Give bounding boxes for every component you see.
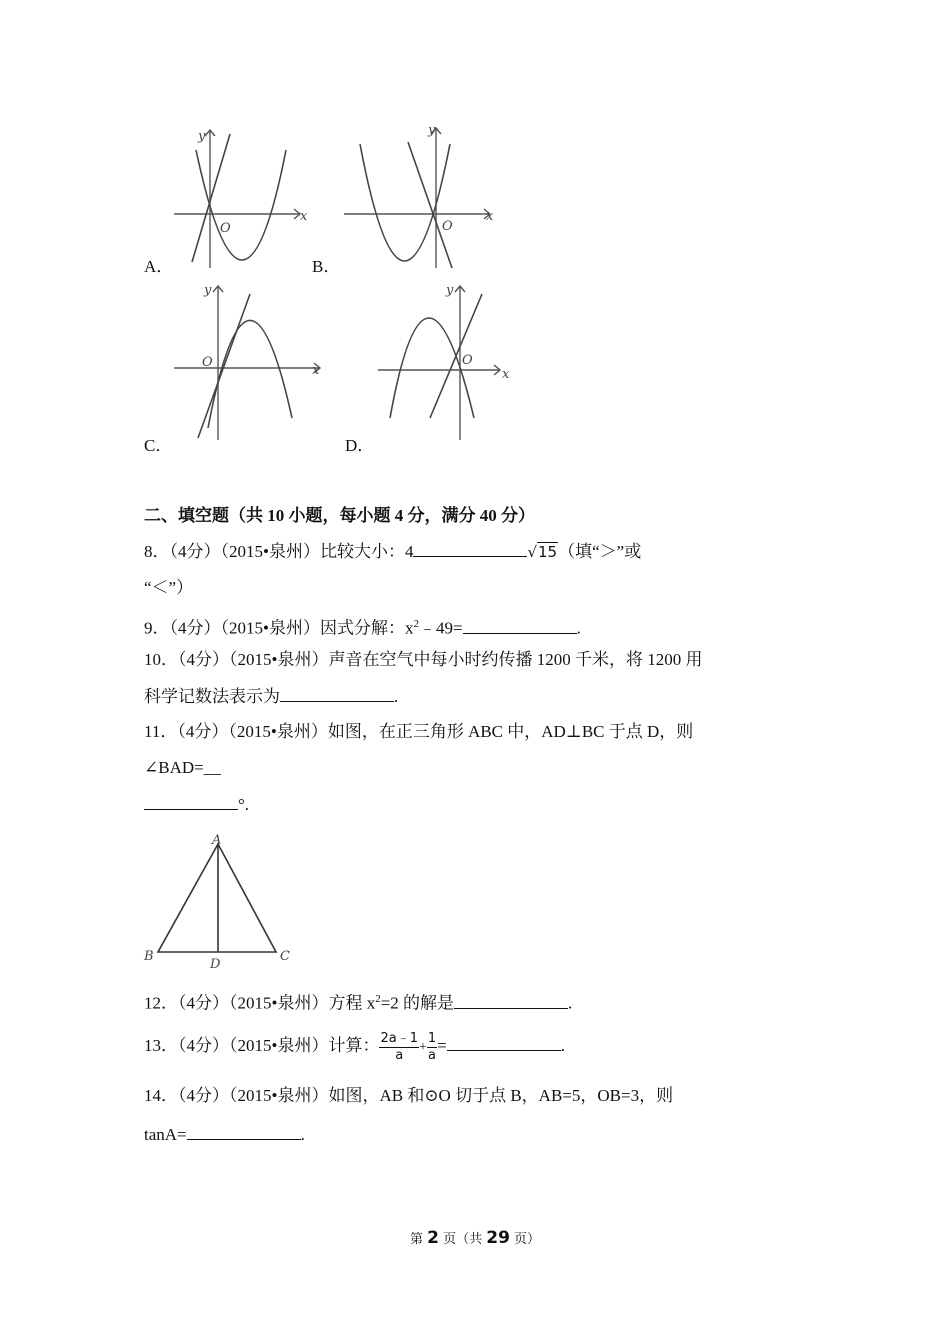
q12-middle: =2 的解是 (380, 993, 455, 1013)
question-11-line1: 11．（4分）（2015•泉州）如图，在正三角形 ABC 中，AD⊥BC 于点 D，则 (144, 722, 694, 741)
vertex-b-label: B (144, 949, 154, 964)
question-14-line2 (144, 1123, 305, 1146)
footer-mid: 页（共 (443, 1232, 483, 1247)
q13-prefix: 13．（4分）（2015•泉州）计算： (144, 1036, 380, 1055)
triangle-svg (138, 830, 298, 970)
origin-label: O (462, 353, 473, 368)
q13-plus: + (418, 1040, 427, 1055)
sqrt-15: √15 (527, 543, 558, 561)
q14-answer-blank[interactable] (187, 1123, 301, 1140)
question-10-line1: 10．（4分）（2015•泉州）声音在空气中每小时约传播 1200 千米，将 1200 用 (144, 650, 703, 669)
q10-answer-blank[interactable] (280, 685, 394, 702)
q9-end: . (576, 618, 581, 638)
q9-middle: ﹣49= (418, 618, 463, 638)
section-title: 二、填空题（共 10 小题，每小题 4 分，满分 40 分） (144, 506, 535, 525)
footer-total-pages: 29 (486, 1228, 510, 1248)
footer-pre: 第 (409, 1232, 423, 1247)
question-14-line1: 14．（4分）（2015•泉州）如图，AB 和⊙O 切于点 B，AB=5，OB=3，则 (144, 1086, 674, 1105)
graph-option-a (170, 120, 310, 275)
graph-d-svg (374, 278, 524, 443)
q9-sup: 2 (413, 618, 419, 630)
q12-prefix: 12．（4分）（2015•泉州）方程 x (144, 993, 376, 1013)
point-d-label: D (210, 957, 221, 970)
x-label: x (486, 209, 494, 224)
graph-a-svg (170, 120, 310, 270)
fraction-1 (379, 1031, 419, 1064)
page-footer (0, 1228, 950, 1248)
q14-line2-text: tanA= (144, 1125, 187, 1144)
q13-answer-blank[interactable] (447, 1034, 561, 1051)
question-11-line3 (144, 793, 249, 816)
graph-option-c (170, 278, 330, 448)
q8-prefix: 8．（4分）（2015•泉州）比较大小：4 (144, 542, 414, 561)
option-d-label[interactable]: D． (345, 436, 375, 455)
q10-end: . (394, 687, 399, 706)
question-11-line2: ∠BAD=__ (144, 758, 221, 777)
option-c-label[interactable]: C． (144, 436, 173, 455)
q8-radicand: 15 (538, 543, 558, 561)
q11-answer-blank[interactable] (144, 793, 238, 810)
frac1-denominator: a (395, 1047, 404, 1063)
graph-option-b (340, 118, 500, 275)
graph-c-svg (170, 278, 330, 443)
parabola (390, 318, 474, 418)
q9-prefix: 9．（4分）（2015•泉州）因式分解：x (144, 618, 414, 638)
x-label: x (300, 209, 308, 224)
vertex-a-label: A (212, 833, 222, 848)
q12-sup: 2 (375, 993, 381, 1005)
footer-post: 页） (514, 1232, 541, 1247)
q8-answer-blank[interactable] (413, 540, 527, 557)
q10-line2-text: 科学记数法表示为 (144, 687, 280, 706)
triangle-figure (138, 830, 298, 975)
q13-eq: = (437, 1036, 447, 1055)
graph-option-d (374, 278, 524, 448)
option-a-label[interactable]: A． (144, 257, 174, 276)
q13-end: . (560, 1036, 565, 1055)
frac2-denominator: a (428, 1047, 436, 1063)
graph-b-svg (340, 118, 500, 270)
x-label: x (502, 367, 510, 382)
origin-label: O (442, 219, 453, 234)
q8-continuation: “＜”） (144, 578, 194, 597)
question-13 (144, 1026, 565, 1068)
fraction-2 (427, 1031, 437, 1064)
footer-page-number: 2 (427, 1228, 439, 1248)
question-9 (144, 613, 581, 640)
triangle-abc (158, 844, 276, 952)
question-10-line2 (144, 685, 398, 708)
y-label: y (446, 283, 454, 298)
q11-end: °. (238, 795, 250, 814)
option-b-label[interactable]: B． (312, 257, 341, 276)
origin-label: O (220, 221, 231, 236)
frac2-numerator: 1 (427, 1030, 437, 1046)
vertex-c-label: C (280, 949, 290, 964)
question-8 (144, 540, 641, 563)
q14-end: . (300, 1125, 305, 1144)
y-label: y (428, 123, 436, 138)
q9-answer-blank[interactable] (463, 617, 577, 634)
origin-label: O (202, 355, 213, 370)
y-label: y (204, 283, 212, 298)
q12-answer-blank[interactable] (454, 992, 568, 1009)
frac1-numerator: 2a﹣1 (380, 1030, 418, 1046)
y-label: y (198, 129, 206, 144)
question-12 (144, 988, 572, 1015)
x-label: x (312, 363, 320, 378)
line (430, 294, 482, 418)
q12-end: . (568, 993, 573, 1013)
line (408, 142, 452, 268)
q8-suffix: （填“＞”或 (558, 542, 642, 561)
